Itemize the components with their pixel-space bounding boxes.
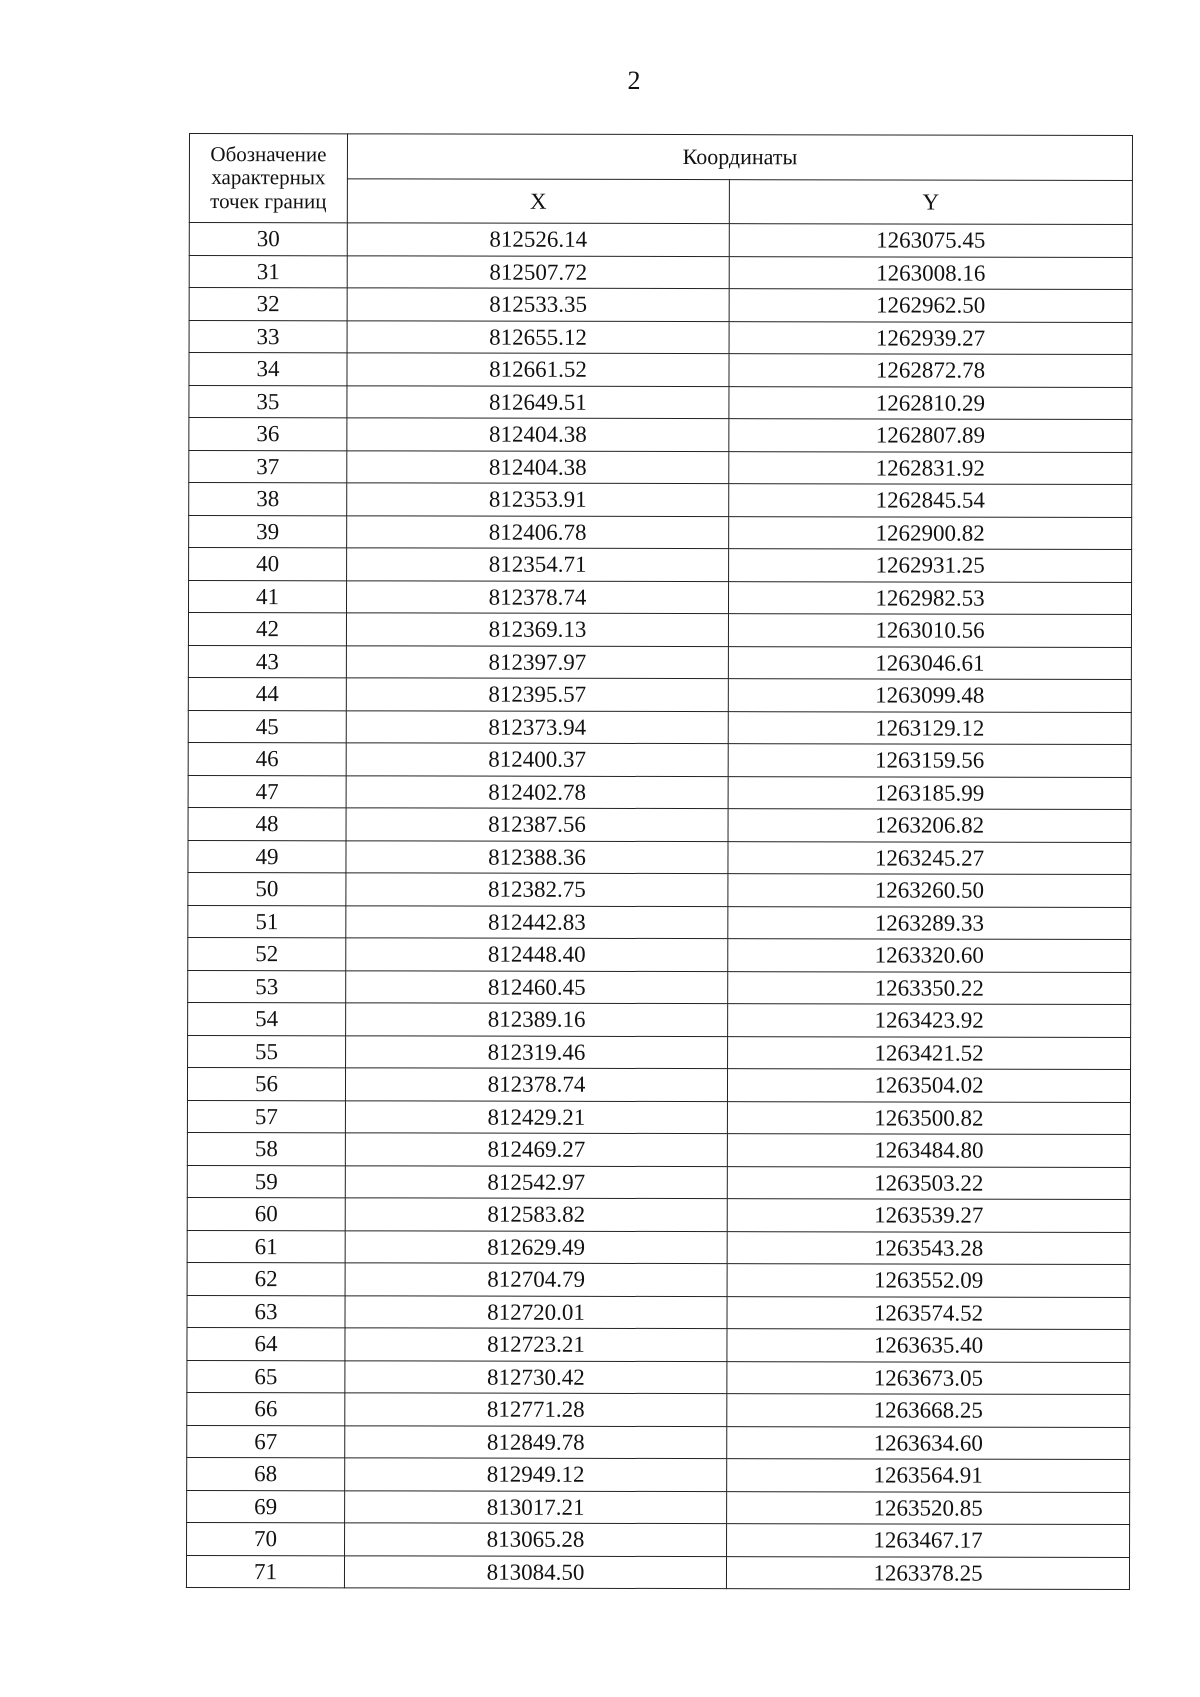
point-id-cell: 69 bbox=[187, 1490, 345, 1523]
table-row bbox=[189, 418, 1132, 452]
y-coordinate-cell: 1262900.82 bbox=[729, 516, 1132, 549]
table-row bbox=[188, 645, 1131, 679]
y-coordinate-cell: 1263423.92 bbox=[728, 1004, 1131, 1037]
point-id-cell: 40 bbox=[189, 548, 347, 581]
header-y: Y bbox=[729, 180, 1132, 225]
y-coordinate-cell: 1263467.17 bbox=[727, 1524, 1130, 1557]
table-row bbox=[187, 1425, 1130, 1459]
table-row bbox=[188, 1035, 1131, 1069]
point-id-cell: 36 bbox=[189, 418, 347, 451]
x-coordinate-cell: 812507.72 bbox=[347, 255, 729, 288]
point-id-cell: 70 bbox=[187, 1522, 345, 1555]
x-coordinate-cell: 812387.56 bbox=[346, 808, 728, 841]
table-row bbox=[187, 1067, 1130, 1101]
point-id-cell: 57 bbox=[187, 1100, 345, 1133]
point-id-cell: 71 bbox=[186, 1555, 344, 1588]
table-row bbox=[187, 1262, 1130, 1296]
point-id-cell: 42 bbox=[188, 613, 346, 646]
y-coordinate-cell: 1262845.54 bbox=[729, 484, 1132, 517]
table-row bbox=[189, 548, 1132, 582]
x-coordinate-cell: 812526.14 bbox=[347, 223, 729, 256]
point-id-cell: 65 bbox=[187, 1360, 345, 1393]
point-id-cell: 64 bbox=[187, 1327, 345, 1360]
y-coordinate-cell: 1263673.05 bbox=[727, 1361, 1130, 1394]
x-coordinate-cell: 812448.40 bbox=[346, 938, 728, 971]
point-id-cell: 48 bbox=[188, 807, 346, 840]
header-point-designation: Обозначение характерных точек границ bbox=[189, 134, 347, 223]
x-coordinate-cell: 812429.21 bbox=[345, 1100, 727, 1133]
table-row bbox=[188, 580, 1131, 614]
y-coordinate-cell: 1263206.82 bbox=[728, 809, 1131, 842]
x-coordinate-cell: 812389.16 bbox=[346, 1003, 728, 1036]
table-row bbox=[189, 320, 1132, 354]
x-coordinate-cell: 812720.01 bbox=[345, 1295, 727, 1328]
y-coordinate-cell: 1263008.16 bbox=[729, 256, 1132, 289]
point-id-cell: 31 bbox=[189, 255, 347, 288]
x-coordinate-cell: 812704.79 bbox=[345, 1263, 727, 1296]
x-coordinate-cell: 812373.94 bbox=[346, 710, 728, 743]
point-id-cell: 67 bbox=[187, 1425, 345, 1458]
point-id-cell: 35 bbox=[189, 385, 347, 418]
x-coordinate-cell: 812655.12 bbox=[347, 320, 729, 353]
point-id-cell: 30 bbox=[189, 223, 347, 256]
table-row bbox=[189, 288, 1132, 322]
y-coordinate-cell: 1263543.28 bbox=[727, 1231, 1130, 1264]
y-coordinate-cell: 1263010.56 bbox=[728, 614, 1131, 647]
point-id-cell: 37 bbox=[189, 450, 347, 483]
y-coordinate-cell: 1262810.29 bbox=[729, 386, 1132, 419]
table-row bbox=[188, 872, 1131, 906]
y-coordinate-cell: 1262931.25 bbox=[729, 549, 1132, 582]
table-row bbox=[189, 353, 1132, 387]
y-coordinate-cell: 1263668.25 bbox=[727, 1394, 1130, 1427]
x-coordinate-cell: 812354.71 bbox=[347, 548, 729, 581]
table-row bbox=[189, 515, 1132, 549]
x-coordinate-cell: 812406.78 bbox=[347, 515, 729, 548]
x-coordinate-cell: 812369.13 bbox=[346, 613, 728, 646]
table-row bbox=[188, 1002, 1131, 1036]
x-coordinate-cell: 812629.49 bbox=[345, 1230, 727, 1263]
y-coordinate-cell: 1263503.22 bbox=[727, 1166, 1130, 1199]
y-coordinate-cell: 1263484.80 bbox=[727, 1134, 1130, 1167]
x-coordinate-cell: 812849.78 bbox=[345, 1425, 727, 1458]
table-row bbox=[188, 775, 1131, 809]
x-coordinate-cell: 812397.97 bbox=[346, 645, 728, 678]
y-coordinate-cell: 1263552.09 bbox=[727, 1264, 1130, 1297]
x-coordinate-cell: 812661.52 bbox=[347, 353, 729, 386]
x-coordinate-cell: 812533.35 bbox=[347, 288, 729, 321]
point-id-cell: 33 bbox=[189, 320, 347, 353]
coordinates-table bbox=[186, 133, 1133, 1590]
point-id-cell: 60 bbox=[187, 1197, 345, 1230]
point-id-cell: 56 bbox=[187, 1067, 345, 1100]
table-row bbox=[187, 1392, 1130, 1426]
x-coordinate-cell: 812378.74 bbox=[346, 580, 728, 613]
point-id-cell: 43 bbox=[188, 645, 346, 678]
point-id-cell: 50 bbox=[188, 872, 346, 905]
x-coordinate-cell: 812400.37 bbox=[346, 743, 728, 776]
y-coordinate-cell: 1262831.92 bbox=[729, 451, 1132, 484]
x-coordinate-cell: 812319.46 bbox=[346, 1035, 728, 1068]
x-coordinate-cell: 812949.12 bbox=[345, 1458, 727, 1491]
point-id-cell: 62 bbox=[187, 1262, 345, 1295]
x-coordinate-cell: 812771.28 bbox=[345, 1393, 727, 1426]
y-coordinate-cell: 1263046.61 bbox=[728, 646, 1131, 679]
x-coordinate-cell: 812402.78 bbox=[346, 775, 728, 808]
point-id-cell: 68 bbox=[187, 1457, 345, 1490]
y-coordinate-cell: 1263520.85 bbox=[727, 1491, 1130, 1524]
y-coordinate-cell: 1263564.91 bbox=[727, 1459, 1130, 1492]
point-id-cell: 54 bbox=[188, 1002, 346, 1035]
table-header bbox=[189, 134, 1132, 225]
x-coordinate-cell: 812378.74 bbox=[345, 1068, 727, 1101]
point-id-cell: 38 bbox=[189, 483, 347, 516]
table-row bbox=[188, 970, 1131, 1004]
y-coordinate-cell: 1263185.99 bbox=[728, 776, 1131, 809]
table-row bbox=[187, 1295, 1130, 1329]
y-coordinate-cell: 1263289.33 bbox=[728, 906, 1131, 939]
y-coordinate-cell: 1263099.48 bbox=[728, 679, 1131, 712]
y-coordinate-cell: 1262872.78 bbox=[729, 354, 1132, 387]
table-row bbox=[187, 1197, 1130, 1231]
y-coordinate-cell: 1263504.02 bbox=[727, 1069, 1130, 1102]
y-coordinate-cell: 1263245.27 bbox=[728, 841, 1131, 874]
table-row bbox=[187, 1360, 1130, 1394]
table-row bbox=[187, 1100, 1130, 1134]
header-coordinates: Координаты bbox=[347, 134, 1132, 181]
x-coordinate-cell: 812460.45 bbox=[346, 970, 728, 1003]
table-row bbox=[188, 937, 1131, 971]
y-coordinate-cell: 1262962.50 bbox=[729, 289, 1132, 322]
y-coordinate-cell: 1263159.56 bbox=[728, 744, 1131, 777]
x-coordinate-cell: 812730.42 bbox=[345, 1360, 727, 1393]
table-row bbox=[189, 483, 1132, 517]
table-row bbox=[188, 905, 1131, 939]
y-coordinate-cell: 1263075.45 bbox=[729, 224, 1132, 257]
point-id-cell: 53 bbox=[188, 970, 346, 1003]
y-coordinate-cell: 1263421.52 bbox=[728, 1036, 1131, 1069]
point-id-cell: 52 bbox=[188, 937, 346, 970]
y-coordinate-cell: 1262982.53 bbox=[728, 581, 1131, 614]
point-id-cell: 55 bbox=[188, 1035, 346, 1068]
point-id-cell: 41 bbox=[188, 580, 346, 613]
table-row bbox=[186, 1555, 1129, 1589]
point-id-cell: 47 bbox=[188, 775, 346, 808]
x-coordinate-cell: 812469.27 bbox=[345, 1133, 727, 1166]
point-id-cell: 66 bbox=[187, 1392, 345, 1425]
table-row bbox=[189, 255, 1132, 289]
table-body bbox=[186, 223, 1132, 1590]
x-coordinate-cell: 812542.97 bbox=[345, 1165, 727, 1198]
y-coordinate-cell: 1263539.27 bbox=[727, 1199, 1130, 1232]
x-coordinate-cell: 813084.50 bbox=[344, 1555, 726, 1588]
point-id-cell: 49 bbox=[188, 840, 346, 873]
y-coordinate-cell: 1262939.27 bbox=[729, 321, 1132, 354]
y-coordinate-cell: 1263378.25 bbox=[726, 1556, 1129, 1589]
table-row bbox=[187, 1230, 1130, 1264]
point-id-cell: 51 bbox=[188, 905, 346, 938]
point-id-cell: 39 bbox=[189, 515, 347, 548]
table-row bbox=[188, 742, 1131, 776]
x-coordinate-cell: 812723.21 bbox=[345, 1328, 727, 1361]
x-coordinate-cell: 812404.38 bbox=[347, 418, 729, 451]
table-row bbox=[188, 840, 1131, 874]
point-id-cell: 46 bbox=[188, 742, 346, 775]
y-coordinate-cell: 1263500.82 bbox=[727, 1101, 1130, 1134]
point-id-cell: 58 bbox=[187, 1132, 345, 1165]
table-row bbox=[187, 1457, 1130, 1491]
table-row bbox=[187, 1490, 1130, 1524]
y-coordinate-cell: 1262807.89 bbox=[729, 419, 1132, 452]
table-row bbox=[187, 1327, 1130, 1361]
x-coordinate-cell: 812442.83 bbox=[346, 905, 728, 938]
x-coordinate-cell: 812382.75 bbox=[346, 873, 728, 906]
x-coordinate-cell: 812583.82 bbox=[345, 1198, 727, 1231]
point-id-cell: 59 bbox=[187, 1165, 345, 1198]
table-row bbox=[188, 677, 1131, 711]
page-number: 2 bbox=[627, 66, 641, 95]
header-x: X bbox=[347, 179, 729, 224]
y-coordinate-cell: 1263350.22 bbox=[728, 971, 1131, 1004]
y-coordinate-cell: 1263129.12 bbox=[728, 711, 1131, 744]
x-coordinate-cell: 812353.91 bbox=[347, 483, 729, 516]
table-row bbox=[187, 1522, 1130, 1556]
table-row bbox=[189, 385, 1132, 419]
point-id-cell: 44 bbox=[188, 677, 346, 710]
y-coordinate-cell: 1263260.50 bbox=[728, 874, 1131, 907]
table-row bbox=[189, 450, 1132, 484]
table-row bbox=[187, 1132, 1130, 1166]
table-row bbox=[188, 613, 1131, 647]
x-coordinate-cell: 812404.38 bbox=[347, 450, 729, 483]
point-id-cell: 32 bbox=[189, 288, 347, 321]
x-coordinate-cell: 812649.51 bbox=[347, 385, 729, 418]
y-coordinate-cell: 1263634.60 bbox=[727, 1426, 1130, 1459]
table-row bbox=[188, 807, 1131, 841]
table-row bbox=[188, 710, 1131, 744]
point-id-cell: 34 bbox=[189, 353, 347, 386]
point-id-cell: 45 bbox=[188, 710, 346, 743]
y-coordinate-cell: 1263574.52 bbox=[727, 1296, 1130, 1329]
y-coordinate-cell: 1263320.60 bbox=[728, 939, 1131, 972]
point-id-cell: 63 bbox=[187, 1295, 345, 1328]
point-id-cell: 61 bbox=[187, 1230, 345, 1263]
y-coordinate-cell: 1263635.40 bbox=[727, 1329, 1130, 1362]
x-coordinate-cell: 813065.28 bbox=[345, 1523, 727, 1556]
table-row bbox=[189, 223, 1132, 257]
x-coordinate-cell: 812395.57 bbox=[346, 678, 728, 711]
table-row bbox=[187, 1165, 1130, 1199]
x-coordinate-cell: 812388.36 bbox=[346, 840, 728, 873]
x-coordinate-cell: 813017.21 bbox=[345, 1490, 727, 1523]
